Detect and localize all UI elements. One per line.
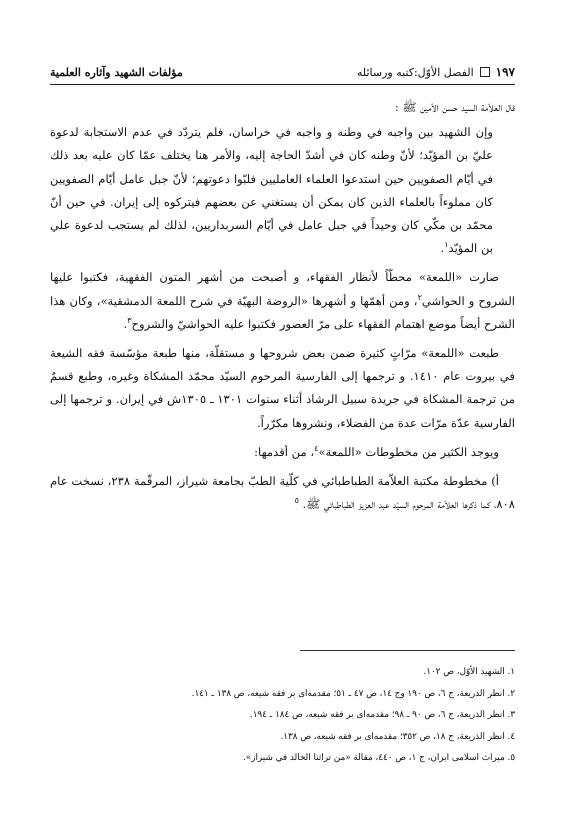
footnote-item: ٥. ميراث اسلامى ايران، ج ١، ص ٤٤٠، مقالة «من تراثنا الخالد في شيراز». bbox=[243, 753, 515, 763]
main-text bbox=[50, 96, 515, 522]
paragraph-text: ، ومن أهمّها و أشهرها «الروضة البهيّة في شرح اللمعة الدمشقية»، وكان هذا الشرح أيضاً موضع اهتمام الفقهاء على مرّ العصور فكتبوا عليه الحواشيّ والشروح bbox=[50, 293, 515, 331]
footnote-item: ١. الشهيد الأوّل، ص ١٠٢. bbox=[423, 667, 515, 677]
page-number: ١٩٧ bbox=[495, 65, 515, 79]
list-item bbox=[50, 470, 515, 516]
footnote-item: ٣. انظر الذريعة، ج ٦، ص ٩٠ ـ ٩٨؛ مقدمه‌اى بر فقه شيعه، ص ١٨٤ ـ ١٩٤. bbox=[249, 710, 515, 720]
paragraph: طبعت «اللمعة» مرّاتٍ كثيرة ضمن بعض شروحها و مستقلّة، منها طبعة مؤسّسة فقه الشيعة في بيروت عام ١٤١٠. و ترجمها إلى الفارسية المرحوم السيّد محمّد المشكاة وغيره، وطبع قسمٌ من ترجمة المشكاة في جريدة سبيل الرشاد أثناء سنوات ١٣٠١ ـ ١٣٠٥ش في إيران. و ترجمها إلى الفارسية عدّة مرّات عدة من الفضلاء، ونشروها مكرّراً. bbox=[50, 346, 515, 430]
quote-intro: قال العلاّمة السيد حسن الأمين ﷺ : bbox=[394, 100, 515, 114]
footnote-item: ٤. انظر الذريعة، ج ١٨، ص ٣٥٢؛ مقدمه‌اى بر فقه شيعه، ص ١٣٨. bbox=[280, 731, 515, 742]
chapter-info bbox=[357, 65, 515, 79]
footnote-ref[interactable]: ٥ bbox=[294, 496, 299, 506]
running-title: مؤلفات الشهيد وآثاره العلمية bbox=[50, 65, 183, 79]
footnotes bbox=[50, 662, 515, 770]
square-separator-icon bbox=[480, 67, 490, 77]
quote-text: وإن الشهيد بين واجبه في وطنه و واجبه في خراسان، فلم يتردّد في عدم الاستجابة لدعوة عليّ بن المؤيّد؛ لأنّ وطنه كان في أشدّ الحاجة إليه، والأمر هنا يختلف عمّا كان عليه بعد ذلك في أيّام الصفويين حين استدعوا العلماء العامليين فلبّوا دعوتهم؛ لأنّ جبل عامل أيّام الصفويين كان مملوءاً بالعلماء الذين كان يمكن أن يستغني عن بعضهم فيتركوه إلى إيران. في حين أنّ محمّد بن مكّي كان وحيداً في جبل عامل في أيّام السربداريين، لذلك لم يستجب لدعوة علي بن المؤيّد bbox=[50, 125, 493, 256]
block-quote: وإن الشهيد بين واجبه في وطنه و واجبه في خراسان، فلم يتردّد في عدم الاستجابة لدعوة عليّ بن المؤيّد؛ لأنّ وطنه كان في أشدّ الحاجة إليه، والأمر هنا يختلف عمّا كان عليه بعد ذلك في أيّام الصفويين حين استدعوا العلماء العامليين فلبّوا دعوتهم؛ لأنّ جبل عامل أيّام الصفويين كان مملوءاً بالعلماء الذين كان يمكن أن يستغني عن بعضهم فيتركوه إلى إيران. في حين أنّ محمّد بن مكّي كان وحيداً في جبل عامل في أيّام السربداريين، لذلك لم يستجب لدعوة علي بن المؤيّد$^١$. bbox=[50, 125, 493, 256]
paragraph: صارت «اللمعة» محطّاً لأنظار الفقهاء، و أصبحت من أشهر المتون الفقهية، فكتبوا عليها الشروح و الحواشي$^٢$، ومن أهمّها و أشهرها «الروضة البهيّة في شرح اللمعة الدمشقية»، وكان هذا الشرح أيضاً موضع اهتمام الفقهاء على مرّ العصور فكتبوا عليه الحواشيّ والشروح$^٣$. bbox=[50, 270, 515, 331]
chapter-title: الفصل الأوّل:كتبه ورسائله bbox=[356, 65, 474, 79]
paragraph bbox=[50, 441, 515, 464]
footnote-item: ٢. انظر الذريعة، ج ٦، ص ١٩٠ وج ١٤، ص ٤٧ ـ ٥١؛ مقدمه‌اى بر فقه شيعه، ص ١٣٨ ـ ١٤١. bbox=[191, 688, 515, 699]
footnote-ref[interactable]: ٣ bbox=[127, 315, 132, 325]
footnote-rule bbox=[300, 650, 515, 651]
paragraph-text: ، من أقدمها: bbox=[254, 444, 315, 459]
list-item-text: أ) مخطوطة مكتبة العلاّمة الطباطبائي في كلّية الطبّ بجامعة شيراز، المرقّمة ٢٣٨، نسخت عام ٨٠٨، كما ذكرها العلاّمة المرحوم السيّد عبد العزيز الطباطبائي ﷺ. bbox=[50, 474, 515, 512]
paragraph-text: ويوجد الكثير من مخطوطات «اللمعة» bbox=[318, 444, 499, 459]
header-rule bbox=[50, 84, 515, 85]
footnote-ref[interactable]: ٤ bbox=[314, 443, 319, 453]
paragraph-text: صارت «اللمعة» محطّاً لأنظار الفقهاء، و أصبحت من أشهر المتون الفقهية، فكتبوا عليها الشروح و الحواشي bbox=[50, 270, 515, 308]
footnote-ref[interactable]: ١ bbox=[444, 240, 449, 250]
footnote-ref[interactable]: ٢ bbox=[417, 292, 422, 302]
page-header bbox=[50, 62, 515, 82]
